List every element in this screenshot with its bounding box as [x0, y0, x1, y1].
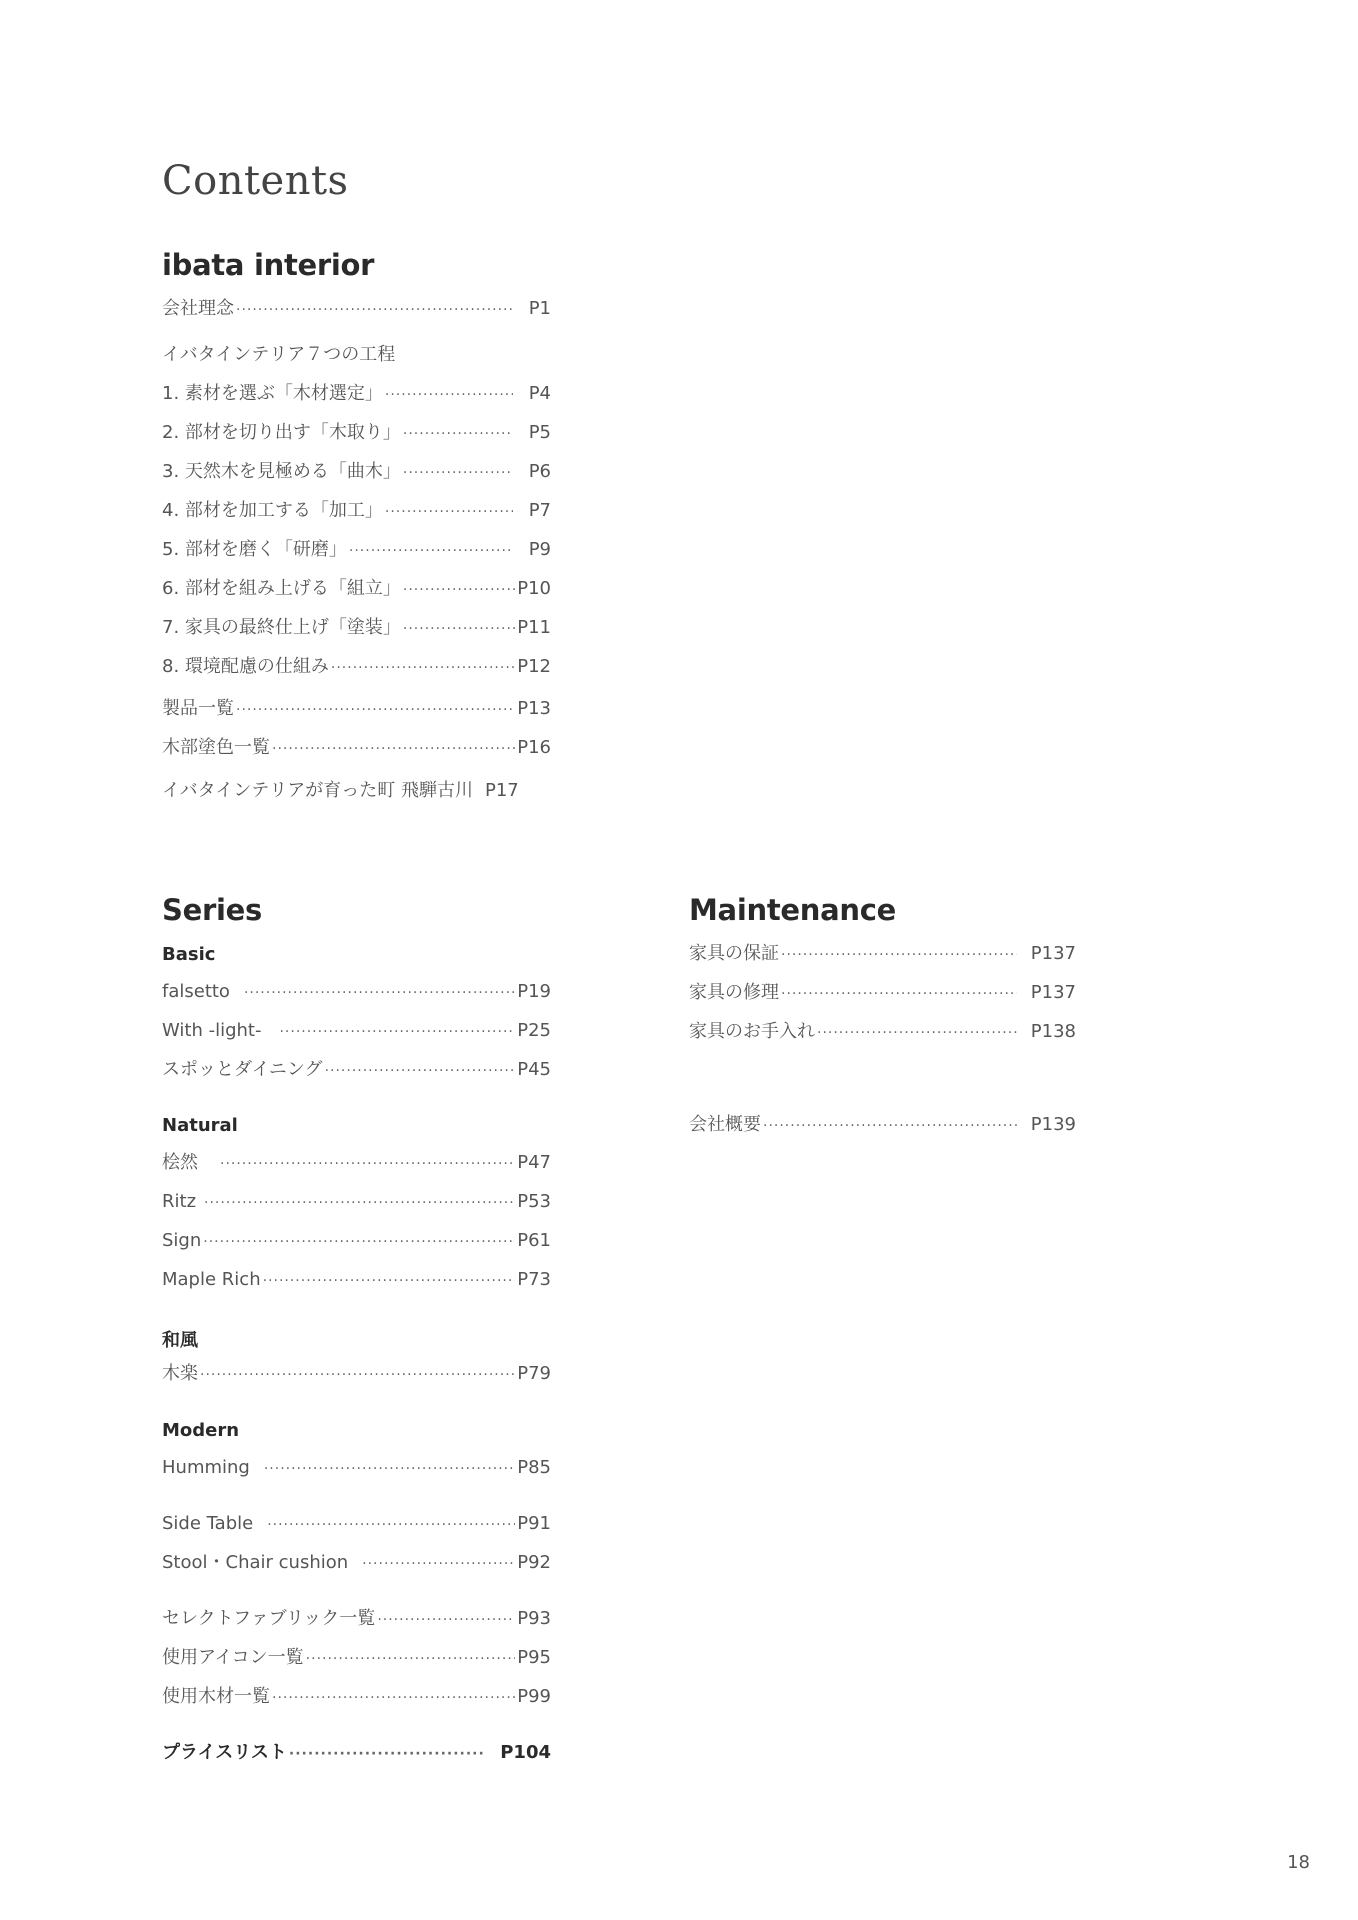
- leader-dots: [236, 698, 515, 722]
- toc-entry-step[interactable]: [162, 577, 551, 602]
- toc-label: With -light-: [162, 1020, 262, 1041]
- toc-label: 家具の修理: [689, 982, 779, 1003]
- toc-entry-series[interactable]: [162, 1058, 551, 1083]
- wafu-heading: 和風: [162, 1330, 198, 1351]
- leader-dots: [377, 1608, 515, 1632]
- toc-page: P73: [517, 1269, 551, 1290]
- toc-label: 桧然: [162, 1152, 198, 1173]
- toc-label: 4. 部材を加工する「加工」: [162, 500, 383, 521]
- toc-label: 製品一覧: [162, 698, 234, 719]
- toc-page: P1: [528, 298, 551, 319]
- toc-label: 1. 素材を選ぶ「木材選定」: [162, 383, 383, 404]
- toc-entry-products[interactable]: [162, 697, 551, 722]
- toc-label: 7. 家具の最終仕上げ「塗装」: [162, 617, 401, 638]
- toc-entry-series[interactable]: [162, 980, 551, 1005]
- leader-dots: [362, 1552, 515, 1576]
- page-title: Contents: [162, 158, 349, 204]
- toc-entry-step[interactable]: [162, 421, 551, 446]
- toc-page: P85: [517, 1457, 551, 1478]
- leader-dots: [279, 1020, 515, 1044]
- leader-dots: [264, 1457, 515, 1481]
- toc-page: P138: [1030, 1021, 1076, 1042]
- toc-page: P47: [517, 1152, 551, 1173]
- leader-dots: [403, 461, 513, 485]
- toc-page: P137: [1030, 943, 1076, 964]
- toc-page: P95: [517, 1647, 551, 1668]
- toc-entry-series[interactable]: [162, 1456, 551, 1481]
- toc-page: P13: [517, 698, 551, 719]
- toc-page: P137: [1030, 982, 1076, 1003]
- toc-entry-series[interactable]: [162, 1019, 551, 1044]
- toc-label: 6. 部材を組み上げる「組立」: [162, 578, 401, 599]
- toc-entry-list[interactable]: [162, 1607, 551, 1632]
- toc-label: Maple Rich: [162, 1269, 261, 1290]
- toc-label: 2. 部材を切り出す「木取り」: [162, 422, 401, 443]
- toc-page: P99: [517, 1686, 551, 1707]
- leader-dots: [204, 1191, 515, 1215]
- toc-page: P79: [517, 1363, 551, 1384]
- leader-dots: [244, 981, 515, 1005]
- basic-heading: Basic: [162, 944, 216, 965]
- leader-dots: [200, 1363, 515, 1387]
- leader-dots: [385, 383, 513, 407]
- page-number: 18: [1287, 1852, 1310, 1873]
- toc-page: P53: [517, 1191, 551, 1212]
- toc-label: 5. 部材を磨く「研磨」: [162, 539, 347, 560]
- toc-label: Side Table: [162, 1513, 254, 1534]
- toc-label: 会社概要: [689, 1114, 761, 1135]
- toc-page: P19: [517, 981, 551, 1002]
- toc-page: P139: [1030, 1114, 1076, 1135]
- toc-page: P25: [517, 1020, 551, 1041]
- toc-page: P4: [528, 383, 551, 404]
- toc-entry-series[interactable]: [162, 1362, 551, 1387]
- leader-dots: [385, 500, 513, 524]
- toc-entry-series[interactable]: [162, 1190, 551, 1215]
- toc-label: 家具のお手入れ: [689, 1021, 815, 1042]
- leader-dots: [331, 656, 515, 680]
- toc-label: 使用木材一覧: [162, 1686, 270, 1707]
- toc-page: P91: [517, 1513, 551, 1534]
- toc-entry-step[interactable]: [162, 655, 551, 680]
- toc-label: Stool・Chair cushion: [162, 1552, 349, 1573]
- toc-entry-series[interactable]: [162, 1268, 551, 1293]
- toc-entry-list[interactable]: [162, 1685, 551, 1710]
- toc-label: 木部塗色一覧: [162, 737, 270, 758]
- toc-entry-colors[interactable]: [162, 736, 551, 761]
- toc-page: P45: [517, 1059, 551, 1080]
- toc-entry-stool[interactable]: [162, 1551, 551, 1576]
- process-title: イバタインテリア７つの工程: [162, 344, 396, 365]
- toc-label: Sign: [162, 1230, 202, 1251]
- leader-dots: [272, 737, 515, 761]
- leader-dots: [781, 943, 1017, 967]
- toc-entry-series[interactable]: [162, 1151, 551, 1176]
- toc-entry-side-table[interactable]: [162, 1512, 551, 1537]
- toc-page: P7: [528, 500, 551, 521]
- toc-label: 木楽: [162, 1363, 198, 1384]
- toc-page: P17: [485, 780, 519, 801]
- toc-label: 3. 天然木を見極める「曲木」: [162, 461, 401, 482]
- leader-dots: [403, 578, 515, 602]
- toc-page: P10: [517, 578, 551, 599]
- toc-entry-philosophy[interactable]: [162, 297, 551, 322]
- toc-page: P104: [500, 1742, 551, 1763]
- ibata-heading: ibata interior: [162, 248, 375, 282]
- series-heading: Series: [162, 893, 262, 927]
- toc-label: Ritz: [162, 1191, 197, 1212]
- leader-dots: [263, 1269, 516, 1293]
- leader-dots: [763, 1114, 1017, 1138]
- toc-page: P9: [528, 539, 551, 560]
- toc-entry-step[interactable]: [162, 616, 551, 641]
- maintenance-heading: Maintenance: [689, 893, 896, 927]
- toc-entry-maintenance[interactable]: [689, 1020, 1076, 1045]
- toc-page: P61: [517, 1230, 551, 1251]
- toc-label: 使用アイコン一覧: [162, 1647, 304, 1668]
- toc-label: スポッとダイニング: [162, 1059, 323, 1080]
- toc-page: P6: [528, 461, 551, 482]
- toc-entry-step[interactable]: [162, 382, 551, 407]
- leader-dots: [817, 1021, 1017, 1045]
- leader-dots: [220, 1152, 515, 1176]
- leader-dots: [403, 617, 515, 641]
- leader-dots: [306, 1647, 516, 1671]
- leader-dots: [403, 422, 513, 446]
- toc-label: 会社理念: [162, 298, 234, 319]
- leader-dots: [289, 1742, 486, 1766]
- toc-entry-maintenance[interactable]: [689, 981, 1076, 1006]
- toc-entry-maintenance[interactable]: [689, 942, 1076, 967]
- toc-entry-list[interactable]: [162, 1646, 551, 1671]
- toc-page: P11: [517, 617, 551, 638]
- toc-page: P93: [517, 1608, 551, 1629]
- toc-page: P5: [528, 422, 551, 443]
- natural-heading: Natural: [162, 1115, 238, 1136]
- toc-entry-company[interactable]: [689, 1113, 1076, 1138]
- toc-entry-price-list[interactable]: [162, 1741, 551, 1766]
- toc-entry-step[interactable]: [162, 538, 551, 563]
- toc-page: P16: [517, 737, 551, 758]
- toc-entry-step[interactable]: [162, 460, 551, 485]
- toc-label: プライスリスト: [162, 1742, 287, 1763]
- toc-entry-town[interactable]: [162, 779, 551, 803]
- leader-dots: [349, 539, 513, 563]
- modern-heading: Modern: [162, 1420, 240, 1441]
- toc-page: P12: [517, 656, 551, 677]
- toc-label: falsetto: [162, 981, 230, 1002]
- leader-dots: [236, 298, 513, 322]
- toc-label: 家具の保証: [689, 943, 779, 964]
- toc-label: Humming: [162, 1457, 250, 1478]
- toc-label: 8. 環境配慮の仕組み: [162, 656, 329, 677]
- toc-page: P92: [517, 1552, 551, 1573]
- leader-dots: [781, 982, 1017, 1006]
- leader-dots: [203, 1230, 515, 1254]
- leader-dots: [272, 1686, 515, 1710]
- toc-label: セレクトファブリック一覧: [162, 1608, 376, 1629]
- toc-label: イバタインテリアが育った町 飛騨古川: [162, 780, 473, 801]
- toc-entry-step[interactable]: [162, 499, 551, 524]
- leader-dots: [267, 1513, 515, 1537]
- toc-entry-series[interactable]: [162, 1229, 551, 1254]
- leader-dots: [325, 1059, 516, 1083]
